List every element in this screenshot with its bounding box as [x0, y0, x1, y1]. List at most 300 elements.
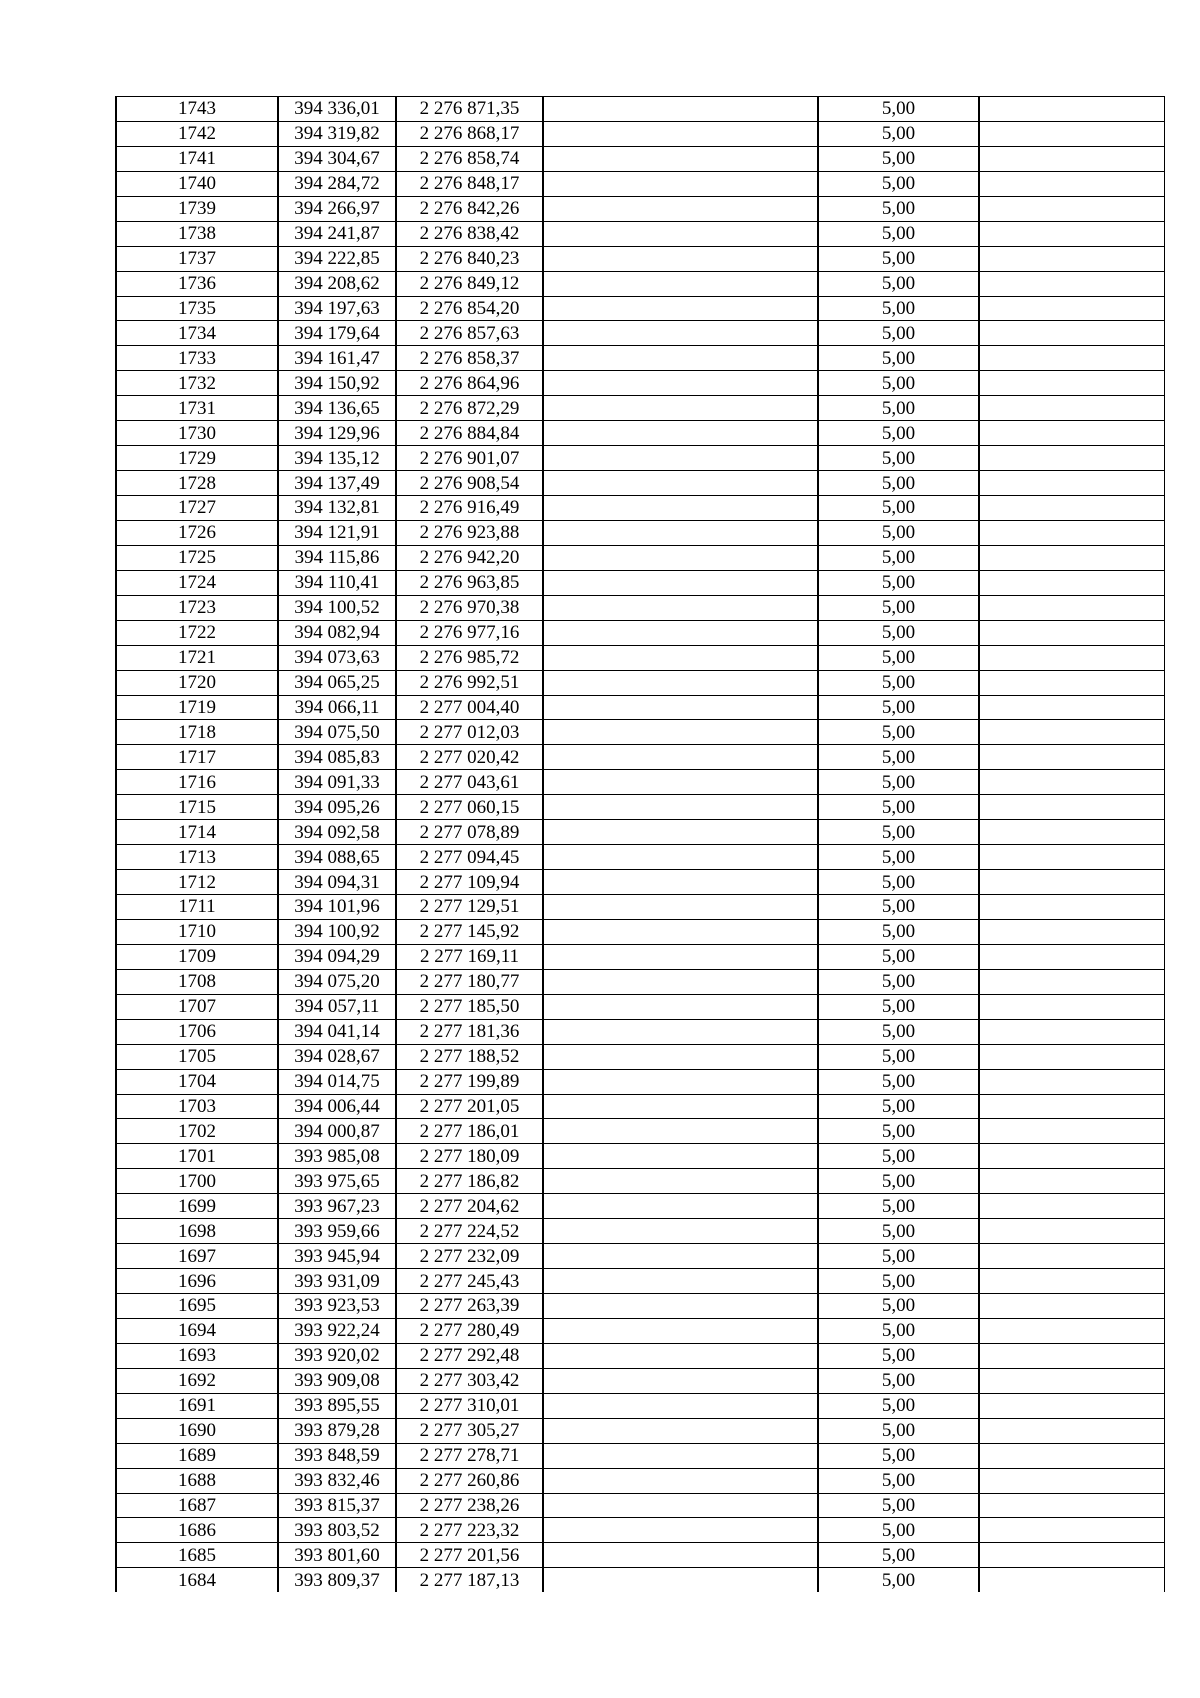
- table-row: [116, 471, 1165, 496]
- description-cell: [543, 545, 818, 570]
- table-row: [116, 1144, 1165, 1169]
- point-number-cell: 1742: [116, 121, 278, 146]
- x-coordinate-cell: 394 161,47: [278, 346, 396, 371]
- x-coordinate-cell: 393 895,55: [278, 1393, 396, 1418]
- x-coordinate-cell: 393 920,02: [278, 1343, 396, 1368]
- y-coordinate-cell: 2 276 857,63: [396, 321, 543, 346]
- y-coordinate-cell: 2 277 094,45: [396, 845, 543, 870]
- accuracy-cell: 5,00: [818, 1069, 979, 1094]
- note-cell: [979, 1318, 1165, 1343]
- table-row: [116, 171, 1165, 196]
- x-coordinate-cell: 394 075,50: [278, 720, 396, 745]
- note-cell: [979, 1019, 1165, 1044]
- note-cell: [979, 545, 1165, 570]
- point-number-cell: 1726: [116, 520, 278, 545]
- note-cell: [979, 994, 1165, 1019]
- table-row: [116, 1119, 1165, 1144]
- description-cell: [543, 670, 818, 695]
- description-cell: [543, 1418, 818, 1443]
- y-coordinate-cell: 2 276 849,12: [396, 271, 543, 296]
- y-coordinate-cell: 2 277 187,13: [396, 1568, 543, 1592]
- y-coordinate-cell: 2 276 848,17: [396, 171, 543, 196]
- point-number-cell: 1709: [116, 944, 278, 969]
- description-cell: [543, 1269, 818, 1294]
- table-row: [116, 271, 1165, 296]
- description-cell: [543, 795, 818, 820]
- description-cell: [543, 1468, 818, 1493]
- y-coordinate-cell: 2 276 884,84: [396, 421, 543, 446]
- table-row: [116, 845, 1165, 870]
- y-coordinate-cell: 2 277 232,09: [396, 1244, 543, 1269]
- description-cell: [543, 620, 818, 645]
- description-cell: [543, 1518, 818, 1543]
- description-cell: [543, 820, 818, 845]
- note-cell: [979, 296, 1165, 321]
- table-row: [116, 1418, 1165, 1443]
- point-number-cell: 1739: [116, 196, 278, 221]
- description-cell: [543, 1343, 818, 1368]
- table-row: [116, 969, 1165, 994]
- accuracy-cell: 5,00: [818, 720, 979, 745]
- y-coordinate-cell: 2 276 916,49: [396, 496, 543, 521]
- accuracy-cell: 5,00: [818, 845, 979, 870]
- note-cell: [979, 396, 1165, 421]
- description-cell: [543, 296, 818, 321]
- point-number-cell: 1685: [116, 1543, 278, 1568]
- y-coordinate-cell: 2 277 060,15: [396, 795, 543, 820]
- description-cell: [543, 870, 818, 895]
- note-cell: [979, 471, 1165, 496]
- table-row: [116, 1568, 1165, 1592]
- y-coordinate-cell: 2 276 868,17: [396, 121, 543, 146]
- accuracy-cell: 5,00: [818, 1468, 979, 1493]
- x-coordinate-cell: 394 082,94: [278, 620, 396, 645]
- description-cell: [543, 97, 818, 122]
- x-coordinate-cell: 394 014,75: [278, 1069, 396, 1094]
- point-number-cell: 1723: [116, 595, 278, 620]
- note-cell: [979, 620, 1165, 645]
- description-cell: [543, 1393, 818, 1418]
- accuracy-cell: 5,00: [818, 1343, 979, 1368]
- accuracy-cell: 5,00: [818, 870, 979, 895]
- coordinates-table-body: [116, 97, 1165, 1593]
- x-coordinate-cell: 394 241,87: [278, 221, 396, 246]
- table-row: [116, 1393, 1165, 1418]
- accuracy-cell: 5,00: [818, 1294, 979, 1319]
- point-number-cell: 1701: [116, 1144, 278, 1169]
- note-cell: [979, 1518, 1165, 1543]
- x-coordinate-cell: 394 136,65: [278, 396, 396, 421]
- table-row: [116, 246, 1165, 271]
- x-coordinate-cell: 394 095,26: [278, 795, 396, 820]
- x-coordinate-cell: 394 028,67: [278, 1044, 396, 1069]
- x-coordinate-cell: 394 100,52: [278, 595, 396, 620]
- point-number-cell: 1696: [116, 1269, 278, 1294]
- point-number-cell: 1740: [116, 171, 278, 196]
- note-cell: [979, 770, 1165, 795]
- description-cell: [543, 969, 818, 994]
- note-cell: [979, 1044, 1165, 1069]
- point-number-cell: 1715: [116, 795, 278, 820]
- note-cell: [979, 944, 1165, 969]
- table-row: [116, 446, 1165, 471]
- x-coordinate-cell: 394 132,81: [278, 496, 396, 521]
- accuracy-cell: 5,00: [818, 1318, 979, 1343]
- note-cell: [979, 870, 1165, 895]
- table-row: [116, 1543, 1165, 1568]
- y-coordinate-cell: 2 277 305,27: [396, 1418, 543, 1443]
- description-cell: [543, 1119, 818, 1144]
- point-number-cell: 1710: [116, 919, 278, 944]
- x-coordinate-cell: 394 336,01: [278, 97, 396, 122]
- point-number-cell: 1684: [116, 1568, 278, 1592]
- x-coordinate-cell: 394 000,87: [278, 1119, 396, 1144]
- x-coordinate-cell: 394 041,14: [278, 1019, 396, 1044]
- point-number-cell: 1697: [116, 1244, 278, 1269]
- x-coordinate-cell: 393 809,37: [278, 1568, 396, 1592]
- table-row: [116, 895, 1165, 920]
- x-coordinate-cell: 394 091,33: [278, 770, 396, 795]
- accuracy-cell: 5,00: [818, 1019, 979, 1044]
- y-coordinate-cell: 2 277 201,05: [396, 1094, 543, 1119]
- x-coordinate-cell: 394 135,12: [278, 446, 396, 471]
- table-row: [116, 944, 1165, 969]
- point-number-cell: 1703: [116, 1094, 278, 1119]
- description-cell: [543, 645, 818, 670]
- point-number-cell: 1721: [116, 645, 278, 670]
- note-cell: [979, 695, 1165, 720]
- note-cell: [979, 595, 1165, 620]
- x-coordinate-cell: 393 801,60: [278, 1543, 396, 1568]
- y-coordinate-cell: 2 277 181,36: [396, 1019, 543, 1044]
- point-number-cell: 1716: [116, 770, 278, 795]
- y-coordinate-cell: 2 277 180,09: [396, 1144, 543, 1169]
- x-coordinate-cell: 394 088,65: [278, 845, 396, 870]
- description-cell: [543, 1069, 818, 1094]
- document-page: [115, 96, 1152, 1592]
- x-coordinate-cell: 393 945,94: [278, 1244, 396, 1269]
- table-row: [116, 870, 1165, 895]
- description-cell: [543, 496, 818, 521]
- description-cell: [543, 146, 818, 171]
- point-number-cell: 1718: [116, 720, 278, 745]
- point-number-cell: 1720: [116, 670, 278, 695]
- note-cell: [979, 1169, 1165, 1194]
- y-coordinate-cell: 2 276 842,26: [396, 196, 543, 221]
- point-number-cell: 1730: [116, 421, 278, 446]
- description-cell: [543, 1318, 818, 1343]
- accuracy-cell: 5,00: [818, 820, 979, 845]
- table-row: [116, 221, 1165, 246]
- point-number-cell: 1722: [116, 620, 278, 645]
- description-cell: [543, 1244, 818, 1269]
- table-row: [116, 1219, 1165, 1244]
- note-cell: [979, 670, 1165, 695]
- accuracy-cell: 5,00: [818, 321, 979, 346]
- y-coordinate-cell: 2 277 204,62: [396, 1194, 543, 1219]
- y-coordinate-cell: 2 276 858,74: [396, 146, 543, 171]
- note-cell: [979, 845, 1165, 870]
- note-cell: [979, 1368, 1165, 1393]
- y-coordinate-cell: 2 276 963,85: [396, 570, 543, 595]
- y-coordinate-cell: 2 277 020,42: [396, 745, 543, 770]
- description-cell: [543, 1368, 818, 1393]
- x-coordinate-cell: 393 879,28: [278, 1418, 396, 1443]
- point-number-cell: 1734: [116, 321, 278, 346]
- y-coordinate-cell: 2 276 923,88: [396, 520, 543, 545]
- y-coordinate-cell: 2 277 145,92: [396, 919, 543, 944]
- table-row: [116, 1244, 1165, 1269]
- x-coordinate-cell: 394 304,67: [278, 146, 396, 171]
- x-coordinate-cell: 394 075,20: [278, 969, 396, 994]
- note-cell: [979, 1194, 1165, 1219]
- accuracy-cell: 5,00: [818, 1518, 979, 1543]
- y-coordinate-cell: 2 277 185,50: [396, 994, 543, 1019]
- accuracy-cell: 5,00: [818, 1044, 979, 1069]
- point-number-cell: 1689: [116, 1443, 278, 1468]
- note-cell: [979, 271, 1165, 296]
- note-cell: [979, 421, 1165, 446]
- point-number-cell: 1719: [116, 695, 278, 720]
- note-cell: [979, 1468, 1165, 1493]
- accuracy-cell: 5,00: [818, 1393, 979, 1418]
- x-coordinate-cell: 394 179,64: [278, 321, 396, 346]
- table-row: [116, 919, 1165, 944]
- note-cell: [979, 1294, 1165, 1319]
- point-number-cell: 1706: [116, 1019, 278, 1044]
- x-coordinate-cell: 393 923,53: [278, 1294, 396, 1319]
- accuracy-cell: 5,00: [818, 570, 979, 595]
- point-number-cell: 1686: [116, 1518, 278, 1543]
- table-row: [116, 645, 1165, 670]
- table-row: [116, 196, 1165, 221]
- accuracy-cell: 5,00: [818, 1169, 979, 1194]
- accuracy-cell: 5,00: [818, 695, 979, 720]
- x-coordinate-cell: 394 284,72: [278, 171, 396, 196]
- table-row: [116, 1318, 1165, 1343]
- table-row: [116, 1044, 1165, 1069]
- y-coordinate-cell: 2 277 223,32: [396, 1518, 543, 1543]
- x-coordinate-cell: 394 137,49: [278, 471, 396, 496]
- accuracy-cell: 5,00: [818, 1269, 979, 1294]
- note-cell: [979, 1393, 1165, 1418]
- point-number-cell: 1690: [116, 1418, 278, 1443]
- accuracy-cell: 5,00: [818, 770, 979, 795]
- description-cell: [543, 446, 818, 471]
- table-row: [116, 620, 1165, 645]
- point-number-cell: 1731: [116, 396, 278, 421]
- y-coordinate-cell: 2 277 186,01: [396, 1119, 543, 1144]
- table-row: [116, 346, 1165, 371]
- accuracy-cell: 5,00: [818, 146, 979, 171]
- table-row: [116, 97, 1165, 122]
- description-cell: [543, 570, 818, 595]
- description-cell: [543, 371, 818, 396]
- accuracy-cell: 5,00: [818, 670, 979, 695]
- note-cell: [979, 1144, 1165, 1169]
- x-coordinate-cell: 394 085,83: [278, 745, 396, 770]
- note-cell: [979, 196, 1165, 221]
- description-cell: [543, 346, 818, 371]
- table-row: [116, 421, 1165, 446]
- note-cell: [979, 171, 1165, 196]
- point-number-cell: 1741: [116, 146, 278, 171]
- x-coordinate-cell: 394 266,97: [278, 196, 396, 221]
- description-cell: [543, 1568, 818, 1592]
- note-cell: [979, 321, 1165, 346]
- table-row: [116, 1169, 1165, 1194]
- y-coordinate-cell: 2 276 970,38: [396, 595, 543, 620]
- table-row: [116, 1294, 1165, 1319]
- accuracy-cell: 5,00: [818, 595, 979, 620]
- accuracy-cell: 5,00: [818, 471, 979, 496]
- note-cell: [979, 645, 1165, 670]
- description-cell: [543, 1094, 818, 1119]
- x-coordinate-cell: 394 197,63: [278, 296, 396, 321]
- y-coordinate-cell: 2 277 292,48: [396, 1343, 543, 1368]
- description-cell: [543, 396, 818, 421]
- note-cell: [979, 969, 1165, 994]
- x-coordinate-cell: 394 094,31: [278, 870, 396, 895]
- note-cell: [979, 221, 1165, 246]
- coordinates-table: [115, 96, 1165, 1592]
- accuracy-cell: 5,00: [818, 994, 979, 1019]
- accuracy-cell: 5,00: [818, 969, 979, 994]
- note-cell: [979, 1119, 1165, 1144]
- table-row: [116, 820, 1165, 845]
- table-row: [116, 795, 1165, 820]
- description-cell: [543, 695, 818, 720]
- y-coordinate-cell: 2 277 201,56: [396, 1543, 543, 1568]
- table-row: [116, 545, 1165, 570]
- note-cell: [979, 795, 1165, 820]
- x-coordinate-cell: 394 066,11: [278, 695, 396, 720]
- y-coordinate-cell: 2 276 908,54: [396, 471, 543, 496]
- note-cell: [979, 895, 1165, 920]
- y-coordinate-cell: 2 276 871,35: [396, 97, 543, 122]
- y-coordinate-cell: 2 277 224,52: [396, 1219, 543, 1244]
- point-number-cell: 1708: [116, 969, 278, 994]
- point-number-cell: 1695: [116, 1294, 278, 1319]
- description-cell: [543, 919, 818, 944]
- y-coordinate-cell: 2 276 942,20: [396, 545, 543, 570]
- x-coordinate-cell: 394 129,96: [278, 421, 396, 446]
- point-number-cell: 1743: [116, 97, 278, 122]
- table-row: [116, 720, 1165, 745]
- y-coordinate-cell: 2 277 180,77: [396, 969, 543, 994]
- description-cell: [543, 1493, 818, 1518]
- y-coordinate-cell: 2 276 840,23: [396, 246, 543, 271]
- x-coordinate-cell: 393 959,66: [278, 1219, 396, 1244]
- note-cell: [979, 520, 1165, 545]
- x-coordinate-cell: 393 931,09: [278, 1269, 396, 1294]
- x-coordinate-cell: 394 092,58: [278, 820, 396, 845]
- description-cell: [543, 845, 818, 870]
- point-number-cell: 1717: [116, 745, 278, 770]
- note-cell: [979, 1568, 1165, 1592]
- table-row: [116, 994, 1165, 1019]
- y-coordinate-cell: 2 277 310,01: [396, 1393, 543, 1418]
- description-cell: [543, 1019, 818, 1044]
- note-cell: [979, 246, 1165, 271]
- point-number-cell: 1691: [116, 1393, 278, 1418]
- y-coordinate-cell: 2 276 977,16: [396, 620, 543, 645]
- x-coordinate-cell: 393 815,37: [278, 1493, 396, 1518]
- point-number-cell: 1738: [116, 221, 278, 246]
- y-coordinate-cell: 2 277 199,89: [396, 1069, 543, 1094]
- description-cell: [543, 994, 818, 1019]
- y-coordinate-cell: 2 277 245,43: [396, 1269, 543, 1294]
- description-cell: [543, 770, 818, 795]
- point-number-cell: 1693: [116, 1343, 278, 1368]
- accuracy-cell: 5,00: [818, 1244, 979, 1269]
- x-coordinate-cell: 394 101,96: [278, 895, 396, 920]
- table-row: [116, 396, 1165, 421]
- point-number-cell: 1692: [116, 1368, 278, 1393]
- point-number-cell: 1727: [116, 496, 278, 521]
- x-coordinate-cell: 394 065,25: [278, 670, 396, 695]
- accuracy-cell: 5,00: [818, 745, 979, 770]
- y-coordinate-cell: 2 276 854,20: [396, 296, 543, 321]
- table-row: [116, 121, 1165, 146]
- accuracy-cell: 5,00: [818, 1543, 979, 1568]
- note-cell: [979, 496, 1165, 521]
- table-row: [116, 1443, 1165, 1468]
- description-cell: [543, 1194, 818, 1219]
- point-number-cell: 1687: [116, 1493, 278, 1518]
- y-coordinate-cell: 2 277 303,42: [396, 1368, 543, 1393]
- note-cell: [979, 121, 1165, 146]
- x-coordinate-cell: 394 073,63: [278, 645, 396, 670]
- table-row: [116, 1269, 1165, 1294]
- description-cell: [543, 1044, 818, 1069]
- x-coordinate-cell: 394 006,44: [278, 1094, 396, 1119]
- point-number-cell: 1725: [116, 545, 278, 570]
- description-cell: [543, 1169, 818, 1194]
- table-row: [116, 595, 1165, 620]
- description-cell: [543, 895, 818, 920]
- note-cell: [979, 371, 1165, 396]
- note-cell: [979, 1443, 1165, 1468]
- description-cell: [543, 1443, 818, 1468]
- y-coordinate-cell: 2 276 992,51: [396, 670, 543, 695]
- accuracy-cell: 5,00: [818, 246, 979, 271]
- x-coordinate-cell: 393 975,65: [278, 1169, 396, 1194]
- description-cell: [543, 1219, 818, 1244]
- note-cell: [979, 745, 1165, 770]
- note-cell: [979, 1069, 1165, 1094]
- point-number-cell: 1729: [116, 446, 278, 471]
- description-cell: [543, 595, 818, 620]
- table-row: [116, 1368, 1165, 1393]
- y-coordinate-cell: 2 277 004,40: [396, 695, 543, 720]
- point-number-cell: 1705: [116, 1044, 278, 1069]
- x-coordinate-cell: 393 967,23: [278, 1194, 396, 1219]
- accuracy-cell: 5,00: [818, 645, 979, 670]
- point-number-cell: 1724: [116, 570, 278, 595]
- point-number-cell: 1713: [116, 845, 278, 870]
- x-coordinate-cell: 394 115,86: [278, 545, 396, 570]
- accuracy-cell: 5,00: [818, 171, 979, 196]
- accuracy-cell: 5,00: [818, 1119, 979, 1144]
- accuracy-cell: 5,00: [818, 919, 979, 944]
- accuracy-cell: 5,00: [818, 271, 979, 296]
- point-number-cell: 1711: [116, 895, 278, 920]
- point-number-cell: 1702: [116, 1119, 278, 1144]
- table-row: [116, 745, 1165, 770]
- y-coordinate-cell: 2 277 280,49: [396, 1318, 543, 1343]
- table-row: [116, 770, 1165, 795]
